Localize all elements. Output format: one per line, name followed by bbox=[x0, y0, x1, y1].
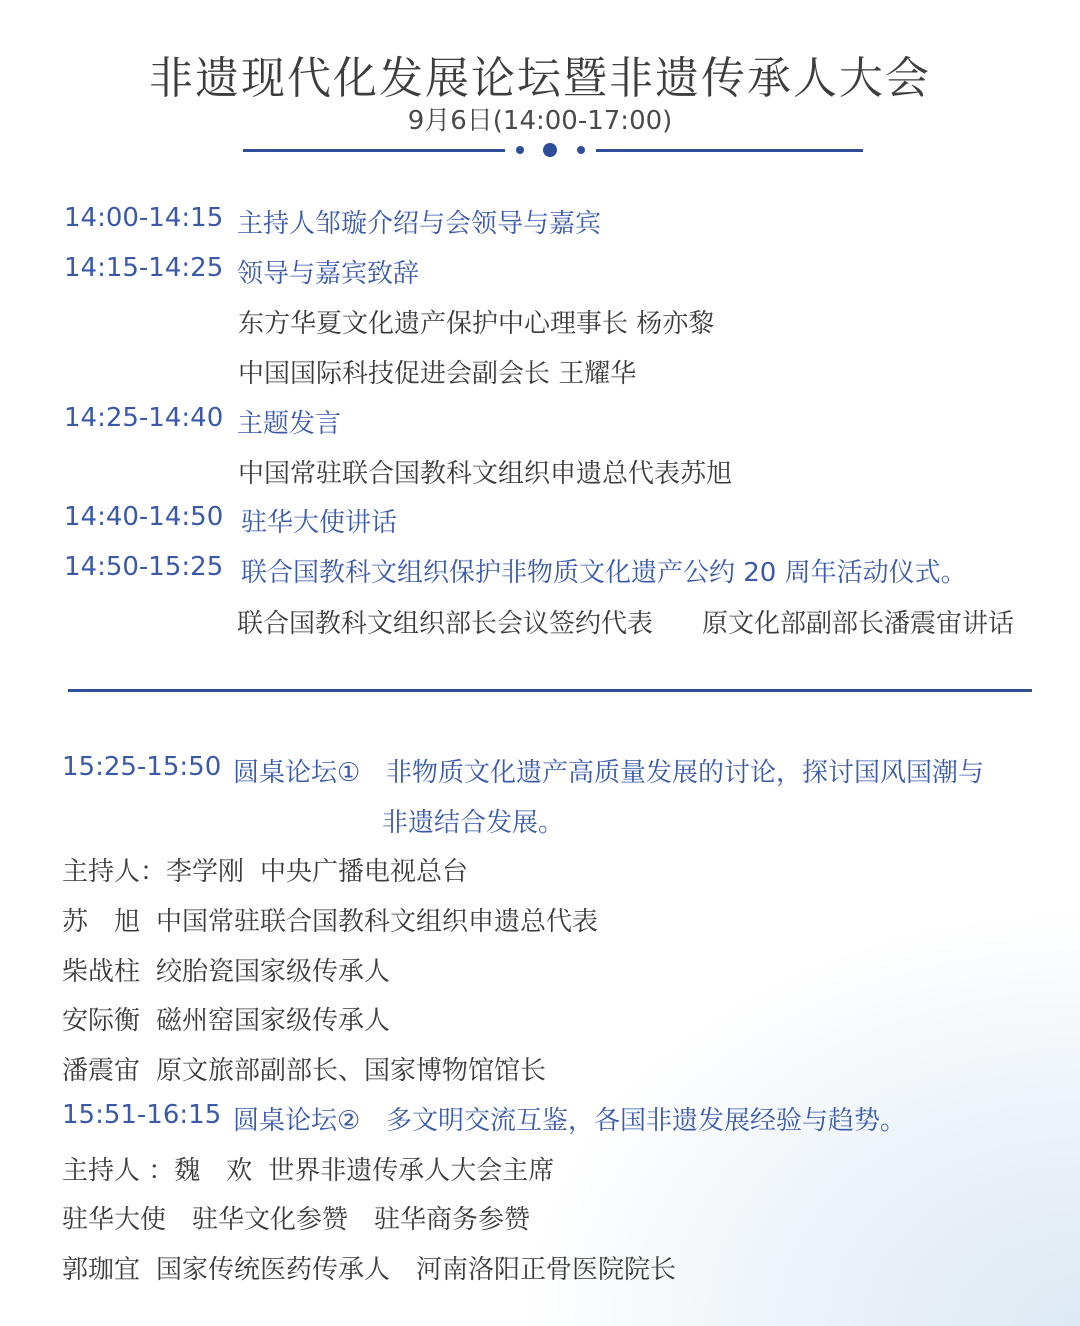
roundtable-time: 15:51-16:15 bbox=[62, 1100, 222, 1130]
participant-row bbox=[62, 1050, 546, 1087]
participant-row bbox=[62, 851, 468, 888]
schedule-detail: 中国常驻联合国教科文组织申遗总代表苏旭 bbox=[238, 459, 733, 489]
section-divider bbox=[68, 689, 1032, 692]
schedule-time: 14:40-14:50 bbox=[64, 502, 224, 532]
schedule-time: 14:50-15:25 bbox=[64, 552, 224, 582]
roundtable-label: 圆桌论坛① bbox=[233, 758, 361, 788]
header-divider-dot-center bbox=[543, 143, 557, 157]
schedule-time: 14:25-14:40 bbox=[64, 403, 224, 433]
header-divider-dot-small-right bbox=[577, 146, 585, 154]
header-divider-right-line bbox=[596, 149, 863, 152]
participant-desc: 中国常驻联合国教科文组织申遗总代表 bbox=[156, 907, 599, 937]
participant-row bbox=[62, 1249, 676, 1286]
roundtable-topic: 非物质文化遗产高质量发展的讨论，探讨国风国潮与 bbox=[386, 758, 985, 788]
participant-desc: 中央广播电视总台 bbox=[260, 857, 469, 887]
participant-desc: 磁州窑国家级传承人 bbox=[156, 1006, 391, 1036]
page-title: 非遗现代化发展论坛暨非遗传承人大会 bbox=[149, 53, 931, 104]
roundtable-topic-continued: 非遗结合发展。 bbox=[382, 808, 565, 838]
page-subtitle: 9月6日(14:00-17:00) bbox=[407, 106, 673, 136]
participant-name: 柴战柱 bbox=[62, 957, 141, 987]
schedule-detail: 东方华夏文化遗产保护中心理事长 杨亦黎 bbox=[238, 309, 715, 339]
header-divider-left-line bbox=[243, 149, 505, 152]
participant-desc-2: 河南洛阳正骨医院院长 bbox=[416, 1255, 677, 1285]
participant-row bbox=[62, 1150, 554, 1187]
participant-desc: 驻华文化参赞 bbox=[192, 1205, 349, 1235]
roundtable-time: 15:25-15:50 bbox=[62, 752, 222, 782]
participant-desc: 绞胎瓷国家级传承人 bbox=[156, 957, 391, 987]
roundtable-topic: 多文明交流互鉴，各国非遗发展经验与趋势。 bbox=[386, 1106, 907, 1136]
participant-row bbox=[62, 901, 598, 938]
participant-desc-2: 驻华商务参赞 bbox=[374, 1205, 531, 1235]
participant-name: 苏 旭 bbox=[62, 907, 141, 937]
participant-name: 安际衡 bbox=[62, 1006, 141, 1036]
schedule-topic: 领导与嘉宾致辞 bbox=[237, 259, 420, 289]
schedule-topic: 主持人邹璇介绍与会领导与嘉宾 bbox=[237, 209, 602, 239]
schedule-detail: 联合国教科文组织部长会议签约代表 bbox=[237, 609, 654, 639]
participant-name: 潘震宙 bbox=[62, 1056, 141, 1086]
participant-name: 郭珈宜 bbox=[62, 1255, 141, 1285]
header-divider-dot-small-left bbox=[516, 146, 524, 154]
schedule-topic: 联合国教科文组织保护非物质文化遗产公约 20 周年活动仪式。 bbox=[241, 558, 967, 588]
roundtable-label: 圆桌论坛② bbox=[233, 1106, 361, 1136]
participant-row bbox=[62, 1199, 530, 1236]
participant-name: 主持人：李学刚 bbox=[62, 857, 245, 887]
schedule-detail: 中国国际科技促进会副会长 王耀华 bbox=[238, 359, 637, 389]
schedule-time: 14:00-14:15 bbox=[64, 203, 224, 233]
schedule-topic: 主题发言 bbox=[237, 409, 342, 439]
participant-name: 主持人 ：魏 欢 bbox=[62, 1156, 253, 1186]
participant-desc: 国家传统医药传承人 bbox=[156, 1255, 391, 1285]
schedule-time: 14:15-14:25 bbox=[64, 253, 224, 283]
schedule-topic: 驻华大使讲话 bbox=[241, 508, 398, 538]
participant-name: 驻华大使 bbox=[62, 1205, 167, 1235]
participant-row bbox=[62, 951, 390, 988]
participant-desc: 世界非遗传承人大会主席 bbox=[268, 1156, 555, 1186]
schedule-detail: 原文化部副部长潘震宙讲话 bbox=[702, 609, 1015, 639]
participant-desc: 原文旅部副部长、国家博物馆馆长 bbox=[156, 1056, 547, 1086]
participant-row bbox=[62, 1000, 390, 1037]
